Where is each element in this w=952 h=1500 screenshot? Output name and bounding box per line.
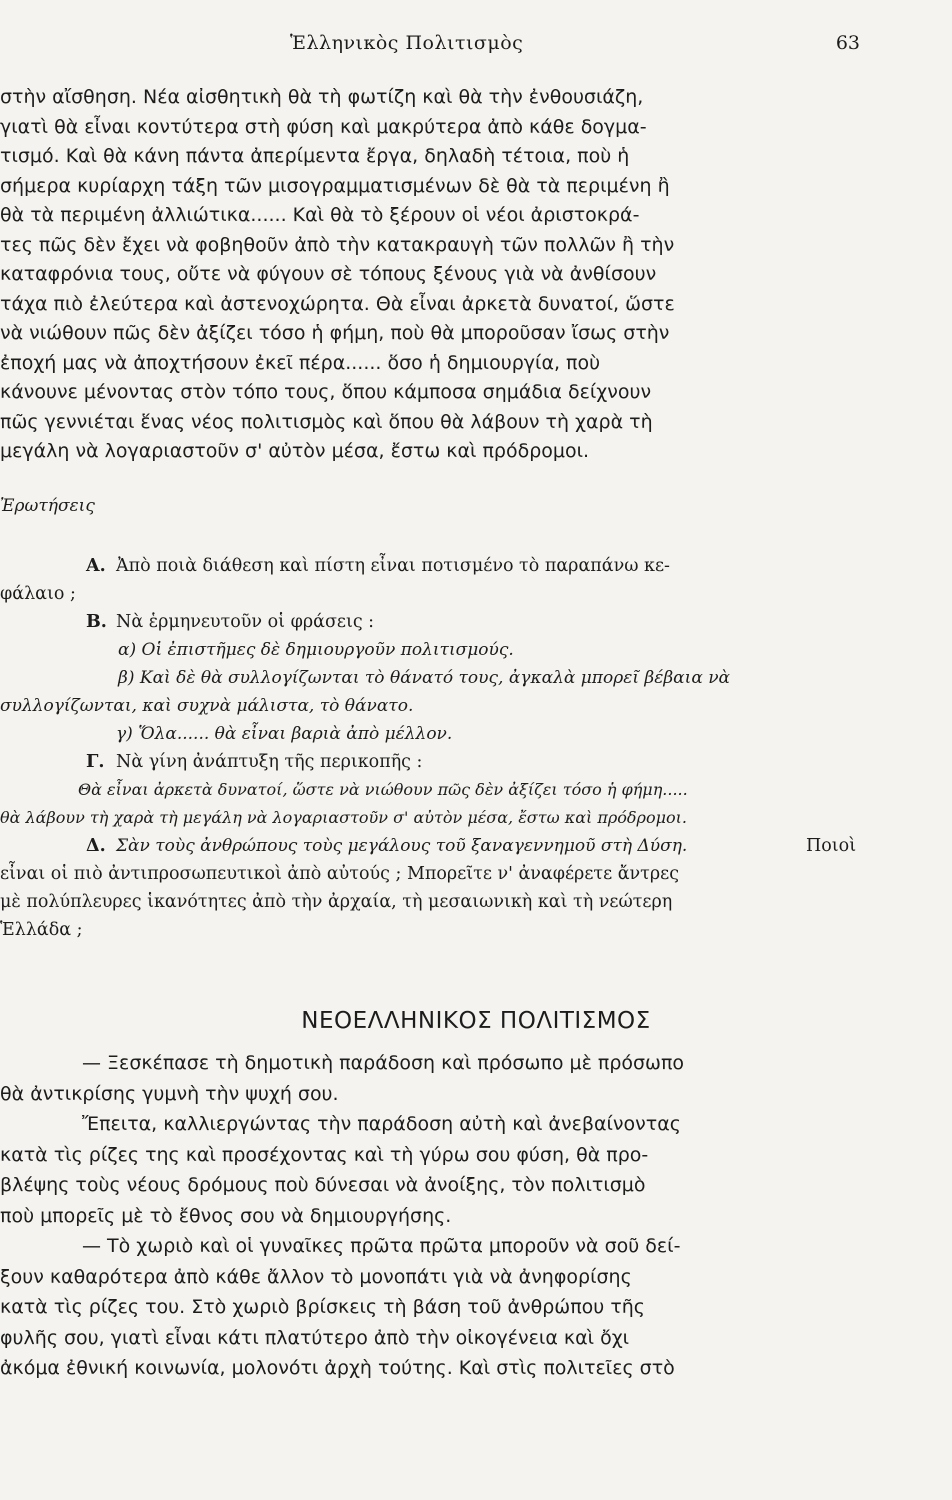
question-b-gamma: γ) Ὅλα...... θὰ εἶναι βαριὰ ἀπὸ μέλλον. bbox=[116, 724, 453, 744]
question-d-text-cont: Ἑλλάδα ; bbox=[0, 920, 83, 940]
text-line: πῶς γεννιέται ἕνας νέος πολιτισμὸς καὶ ὅπου θὰ λάβουν τὴ χαρὰ τὴ bbox=[0, 410, 653, 433]
question-c-text: Νὰ γίνη ἀνάπτυξη τῆς περικοπῆς : bbox=[116, 752, 423, 772]
question-b-mark: Β. bbox=[86, 612, 107, 632]
question-b-text: Νὰ ἑρμηνευτοῦν οἱ φράσεις : bbox=[116, 612, 375, 632]
text-line: τισμό. Καὶ θὰ κάνη πάντα ἀπερίμεντα ἔργα, δηλαδὴ τέτοια, ποὺ ἡ bbox=[0, 145, 630, 167]
question-a-text-cont: φάλαιο ; bbox=[0, 584, 76, 604]
text-line: Ἔπειτα, καλλιεργώντας τὴν παράδοση αὐτὴ καὶ ἀνεβαίνοντας bbox=[82, 1113, 681, 1135]
text-line: θὰ ἀντικρίσης γυμνὴ τὴν ψυχή σου. bbox=[0, 1082, 339, 1105]
text-line: θὰ τὰ περιμένη ἀλλιώτικα...... Καὶ θὰ τὸ ξέρουν οἱ νέοι ἀριστοκρά- bbox=[0, 204, 640, 226]
question-d-text-cont: εἶναι οἱ πιὸ ἀντιπροσωπευτικοὶ ἀπὸ αὐτούς ; Μπορεῖτε ν' ἀναφέρετε ἄντρες bbox=[0, 864, 680, 884]
questions-label: Ἐρωτήσεις bbox=[0, 496, 95, 516]
text-line: σήμερα κυρίαρχη τάξη τῶν μισογραμματισμένων δὲ θὰ τὰ περιμένη ἢ bbox=[0, 174, 670, 197]
text-line: τάχα πιὸ ἐλεύτερα καὶ ἀστενοχώρητα. Θὰ εἶναι ἀρκετὰ δυνατοί, ὥστε bbox=[0, 292, 675, 315]
text-line: βλέψης τοὺς νέους δρόμους ποὺ δύνεσαι νὰ ἀνοίξης, τὸν πολιτισμὸ bbox=[0, 1174, 646, 1196]
text-line: ἐποχή μας νὰ ἀποχτήσουν ἐκεῖ πέρα...... ὅσο ἡ δημιουργία, ποὺ bbox=[0, 351, 601, 374]
question-d-text: Ποιοὶ bbox=[806, 836, 857, 856]
question-b-beta-cont: συλλογίζωνται, καὶ συχνὰ μάλιστα, τὸ θάνατο. bbox=[0, 696, 414, 716]
text-line: καταφρόνια τους, οὔτε νὰ φύγουν σὲ τόπους ξένους γιὰ νὰ ἀνθίσουν bbox=[0, 263, 657, 285]
question-d-text-cont: μὲ πολύπλευρες ἱκανότητες ἀπὸ τὴν ἀρχαία, τὴ μεσαιωνικὴ καὶ τὴ νεώτερη bbox=[0, 892, 673, 912]
body-paragraph bbox=[0, 86, 952, 470]
text-line: φυλῆς σου, γιατὶ εἶναι κάτι πλατύτερο ἀπὸ τὴν οἰκογένεια καὶ ὄχι bbox=[0, 1326, 630, 1349]
section-body bbox=[0, 1052, 952, 1388]
running-title: Ἑλληνικὸς Πολιτισμὸς bbox=[290, 32, 524, 54]
text-line: γιατὶ θὰ εἶναι κοντύτερα στὴ φύση καὶ μακρύτερα ἀπὸ κάθε δογμα- bbox=[0, 115, 647, 138]
text-line: νὰ νιώθουν πῶς δὲν ἀξίζει τόσο ἡ φήμη, ποὺ θὰ μποροῦσαν ἴσως στὴν bbox=[0, 322, 670, 344]
question-b-beta: β) Καὶ δὲ θὰ συλλογίζωνται τὸ θάνατό τους, ἀγκαλὰ μπορεῖ βέβαια νὰ bbox=[118, 668, 731, 688]
text-line: κατὰ τὶς ρίζες της καὶ προσέχοντας καὶ τὴ γύρω σου φύση, θὰ προ- bbox=[0, 1143, 649, 1166]
text-line: ξουν καθαρότερα ἀπὸ κάθε ἄλλον τὸ μονοπάτι γιὰ νὰ ἀνηφορίσης bbox=[0, 1265, 632, 1288]
text-line: — Τὸ χωριὸ καὶ οἱ γυναῖκες πρῶτα πρῶτα μποροῦν νὰ σοῦ δεί- bbox=[82, 1235, 681, 1257]
question-c-quote: Θὰ εἶναι ἀρκετὰ δυνατοί, ὥστε νὰ νιώθουν πῶς δὲν ἀξίζει τόσο ἡ φήμη..... bbox=[78, 780, 688, 799]
questions-block bbox=[0, 496, 952, 948]
page-header bbox=[0, 28, 952, 64]
text-line: μεγάλη νὰ λογαριαστοῦν σ' αὐτὸν μέσα, ἔστω καὶ πρόδρομοι. bbox=[0, 440, 590, 462]
question-d-mark: Δ. bbox=[86, 836, 106, 856]
question-b-alpha: α) Οἱ ἐπιστῆμες δὲ δημιουργοῦν πολιτισμούς. bbox=[118, 640, 514, 660]
question-a-mark: Α. bbox=[86, 556, 106, 576]
section-heading: ΝΕΟΕΛΛΗΝΙΚΟΣ ΠΟΛΙΤΙΣΜΟΣ bbox=[301, 1008, 651, 1034]
text-line: — Ξεσκέπασε τὴ δημοτικὴ παράδοση καὶ πρόσωπο μὲ πρόσωπο bbox=[82, 1052, 685, 1074]
question-c-quote-cont: θὰ λάβουν τὴ χαρὰ τὴ μεγάλη νὰ λογαριαστοῦν σ' αὐτὸν μέσα, ἔστω καὶ πρόδρομοι. bbox=[0, 808, 687, 827]
page-number: 63 bbox=[835, 32, 860, 54]
question-c-mark: Γ. bbox=[86, 752, 105, 772]
question-a-text: Ἀπὸ ποιὰ διάθεση καὶ πίστη εἶναι ποτισμένο τὸ παραπάνω κε- bbox=[116, 556, 670, 576]
text-line: ἀκόμα ἐθνική κοινωνία, μολονότι ἀρχὴ τούτης. Καὶ στὶς πολιτεῖες στὸ bbox=[0, 1357, 675, 1379]
text-line: τες πῶς δὲν ἔχει νὰ φοβηθοῦν ἀπὸ τὴν κατακραυγὴ τῶν πολλῶν ἢ τὴν bbox=[0, 233, 675, 256]
text-line: κατὰ τὶς ρίζες του. Στὸ χωριὸ βρίσκεις τὴ βάση τοῦ ἀνθρώπου τῆς bbox=[0, 1296, 645, 1318]
text-line: στὴν αἴσθηση. Νέα αἰσθητικὴ θὰ τὴ φωτίζη καὶ θὰ τὴν ἐνθουσιάζη, bbox=[0, 86, 644, 108]
question-d-italic: Σὰν τοὺς ἀνθρώπους τοὺς μεγάλους τοῦ ξαναγεννημοῦ στὴ Δύση. bbox=[116, 836, 688, 856]
text-line: ποὺ μπορεῖς μὲ τὸ ἔθνος σου νὰ δημιουργήσης. bbox=[0, 1204, 452, 1227]
text-line: κάνουνε μένοντας στὸν τόπο τους, ὅπου κάμποσα σημάδια δείχνουν bbox=[0, 381, 652, 403]
